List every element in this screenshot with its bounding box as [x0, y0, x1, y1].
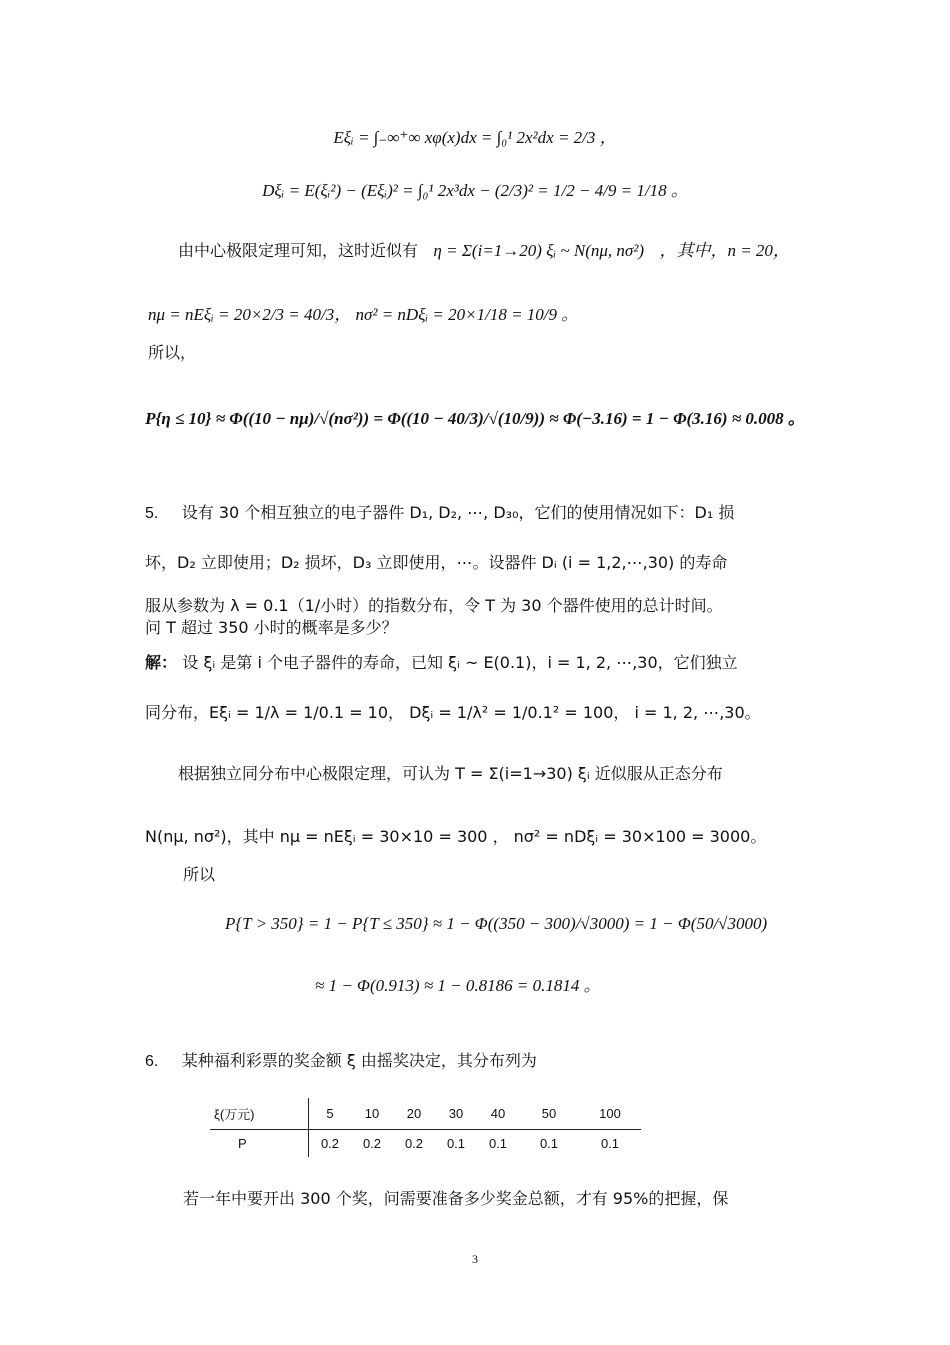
so-text-2: 所以 — [183, 865, 216, 884]
q5-number: 5. — [145, 505, 159, 522]
q6-line-1 — [145, 1050, 537, 1073]
q5-line-4: 问 T 超过 350 小时的概率是多少？ — [145, 618, 398, 637]
table-cell-value: 50 — [519, 1098, 579, 1130]
table-cell-prob: 0.1 — [488, 1136, 508, 1151]
page-number: 3 — [472, 1252, 478, 1266]
table-row-probs — [210, 1130, 641, 1158]
table-cell-prob: 0.2 — [404, 1136, 424, 1151]
table-cell-prob: 0.2 — [320, 1136, 340, 1151]
q6-text-1: 某种福利彩票的奖金额 ξ 由摇奖决定，其分布列为 — [181, 1051, 537, 1070]
clt-paragraph — [178, 240, 790, 262]
table-cell-value: 20 — [393, 1098, 435, 1130]
q6-line-2: 若一年中要开出 300 个奖，问需要准备多少奖金总额，才有 95%的把握，保 — [183, 1189, 729, 1208]
clt-n-text: ，其中，n = 20， — [659, 241, 790, 260]
table-row-values — [210, 1098, 641, 1130]
table-cell-value: 100 — [579, 1098, 641, 1130]
table-cell-prob: 0.1 — [539, 1136, 559, 1151]
table-cell-value: 10 — [351, 1098, 393, 1130]
q5-line-1 — [145, 502, 734, 525]
equation-variance: Dξᵢ = E(ξᵢ²) − (Eξᵢ)² = ∫₀¹ 2x³dx − (2/3)² = 1/2 − 4/9 = 1/18 。 — [262, 181, 688, 200]
q5-line-2: 坏，D₂ 立即使用；D₂ 损坏，D₃ 立即使用，⋯。设器件 Dᵢ (i = 1,2,⋯,30) 的寿命 — [145, 553, 728, 572]
q5-solution-text-1: 设 ξᵢ 是第 i 个电子器件的寿命，已知 ξᵢ ~ E(0.1)，i = 1, 2, ⋯,30，它们独立 — [182, 653, 738, 672]
equation-p-t-2: ≈ 1 − Φ(0.913) ≈ 1 − 0.8186 = 0.1814 。 — [315, 976, 601, 995]
q6-number: 6. — [145, 1053, 159, 1070]
table-cell-value: 30 — [435, 1098, 477, 1130]
table-cell-value: 5 — [309, 1098, 352, 1130]
so-text-1: 所以， — [148, 343, 197, 362]
q5-solution-line-1 — [145, 652, 738, 674]
table-cell-prob: 0.2 — [362, 1136, 382, 1151]
q5-text-1: 设有 30 个相互独立的电子器件 D₁, D₂, ⋯, D₃₀，它们的使用情况如下：D₁ 损 — [181, 503, 735, 522]
equation-expectation: Eξᵢ = ∫₋∞⁺∞ xφ(x)dx = ∫₀¹ 2x²dx = 2/3 ， — [333, 128, 617, 147]
clt-formula: η = Σ(i=1→20) ξᵢ ~ N(nμ, nσ²) — [433, 241, 645, 260]
q5-line-3: 服从参数为 λ = 0.1（1/小时）的指数分布，令 T 为 30 个器件使用的总计时间。 — [145, 596, 723, 615]
equation-probability-eta: P{η ≤ 10} ≈ Φ((10 − nμ)/√(nσ²)) = Φ((10 − 40/3)/√(10/9)) ≈ Φ(−3.16) = 1 − Φ(3.16) ≈ 0.008 。 — [145, 409, 805, 428]
table-cell-prob: 0.1 — [446, 1136, 466, 1151]
table-cell-prob: 0.1 — [600, 1136, 620, 1151]
q5-solution-line-2: 同分布，Eξᵢ = 1/λ = 1/0.1 = 10， Dξᵢ = 1/λ² = 1/0.1² = 100， i = 1, 2, ⋯,30。 — [145, 703, 761, 722]
q5-solution-line-4: N(nμ, nσ²)，其中 nμ = nEξᵢ = 30×10 = 300 ， nσ² = nDξᵢ = 30×100 = 3000。 — [145, 827, 767, 846]
solution-label: 解： — [145, 653, 178, 672]
table-cell-value: 40 — [477, 1098, 519, 1130]
equation-n-mu: nμ = nEξᵢ = 20×2/3 = 40/3， nσ² = nDξᵢ = 20×1/18 = 10/9 。 — [148, 305, 579, 324]
distribution-table — [210, 1098, 641, 1157]
q5-solution-line-3: 根据独立同分布中心极限定理，可认为 T = Σ(i=1→30) ξᵢ 近似服从正态分布 — [178, 764, 723, 783]
clt-intro-text: 由中心极限定理可知，这时近似有 — [178, 241, 419, 260]
table-header-xi: ξ(万元) — [210, 1098, 309, 1130]
table-header-p: P — [210, 1130, 309, 1158]
equation-p-t-1: P{T > 350} = 1 − P{T ≤ 350} ≈ 1 − Φ((350 − 300)/√3000) = 1 − Φ(50/√3000) — [225, 914, 768, 933]
